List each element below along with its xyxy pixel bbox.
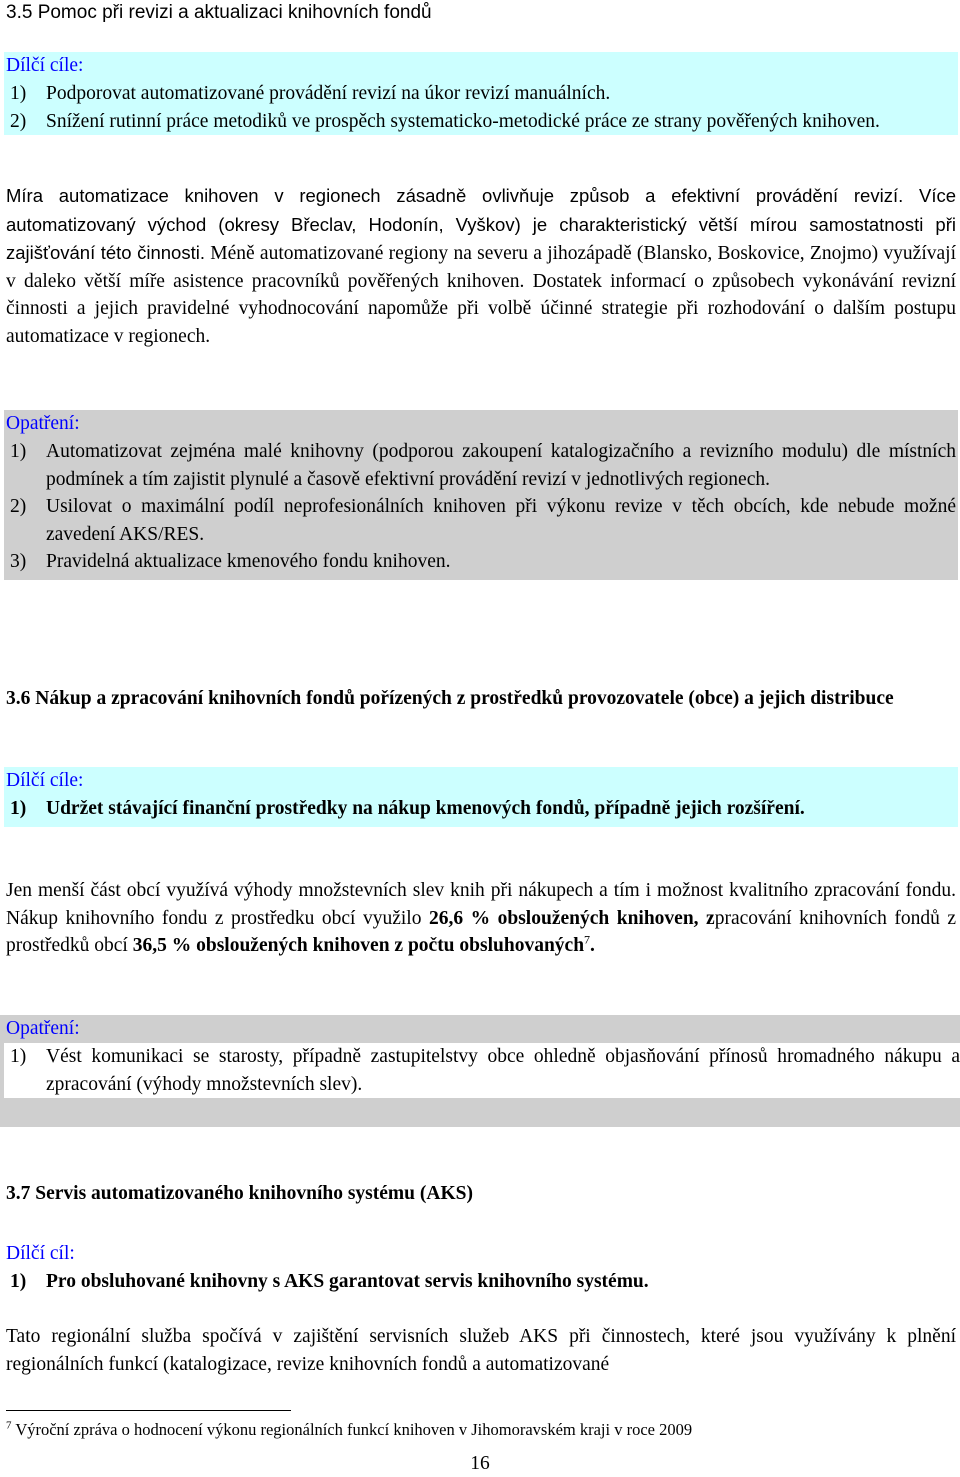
footnote-separator [6,1410,291,1411]
goal-item: 1) Pro obsluhované knihovny s AKS garantovat servis knihovního systému. [10,1271,649,1292]
page-number: 16 [470,1453,490,1474]
measures-label: Opatření: [6,413,80,434]
goals-list [6,80,956,135]
section-3-5-heading: 3.5 Pomoc při revizi a aktualizaci knihovních fondů [6,2,432,23]
section-3-7-heading: 3.7 Servis automatizovaného knihovního systému (AKS) [6,1183,473,1204]
measure-item: 1) Automatizovat zejména malé knihovny (podporou zakoupení katalogizačního a revizního modulu) dle místních podmínek a tím zajistit plynulé a časově efektivní provádění revizí v jednotlivých regionech. [10,441,956,490]
measures-list [6,1043,960,1098]
goals-label: Dílčí cíle: [6,770,84,791]
goal-item: 1) Podporovat automatizované provádění revizí na úkor revizí manuálních. [10,83,611,104]
footnote: $^7$ Výroční zpráva o hodnocení výkonu regionálních funkcí knihoven v Jihomoravském kraji v roce 2009 [6,1419,693,1439]
measure-item: 1) Vést komunikaci se starosty, případně zastupitelstvy obce ohledně objasňování přínosů hromadného nákupu a zpracování (výhody množstevních slev). [4,1043,960,1098]
section-3-7-paragraph: Tato regionální služba spočívá v zajištění servisních služeb AKS při činnostech, které jsou využívány k plnění regionálních funkcí (katalogizace, revize knihovních fondů a automatizované [6,1326,956,1375]
section-3-5-paragraph: Míra automatizace knihoven v regionech zásadně ovlivňuje způsob a efektivní provádění revizí. Více automatizovaný východ (okresy Břeclav, Hodonín, Vyškov) je charakteristický větší mírou samostatnosti při zajišťování této činnosti. Méně automatizované regiony na severu a jihozápadě (Blansko, Boskovice, Znojmo) využívají v daleko větší míře asistence pracovníků pověřených knihoven. Dostatek informací o způsobech vykonávání revizní činnosti a jejich pravidelné vyhodnocování napomůže při volbě účinné strategie při rozhodování o dalším postupu automatizace v regionech. [6,185,956,347]
goal-item: 1) Udržet stávající finanční prostředky na nákup kmenových fondů, případně jejich rozšíření. [10,798,805,819]
footnote-number: 7 [6,1419,12,1432]
goal-label: Dílčí cíl: [6,1243,75,1264]
section-3-6-goals-box [4,767,958,827]
section-3-5-goals-box [4,52,958,135]
footnote-ref: 7 [584,932,591,947]
section-3-6-paragraph: Jen menší část obcí využívá výhody množstevních slev knih při nákupech a tím i možnost kvalitního zpracování fondu. Nákup knihovního fondu z prostředku obcí využilo 26,6 % obsloužených knihoven, zpracování knihovních fondů z prostředků obcí 36,5 % obsloužených knihoven z počtu obsluhovaných$^7$. [6,880,957,956]
goal-item: 2) Snížení rutinní práce metodiků ve prospěch systematicko-metodické práce ze strany pověřených knihoven. [10,110,880,132]
measures-list [6,438,956,576]
section-3-5-measures-box [4,410,958,580]
section-3-7-goals [6,1240,956,1296]
measure-item: 2) Usilovat o maximální podíl neprofesionálních knihoven při výkonu revize v těch obcích, kde nebude možné zavedení AKS/RES. [10,496,956,545]
section-3-6-measures-box [0,1015,960,1127]
measure-item: 3) Pravidelná aktualizace kmenového fondu knihoven. [10,551,451,572]
section-3-6-heading: 3.6 Nákup a zpracování knihovních fondů pořízených z prostředků provozovatele (obce) a jejich distribuce [6,688,894,709]
goals-list [6,1268,956,1296]
goals-label: Dílčí cíle: [6,55,84,76]
measures-label: Opatření: [6,1018,80,1039]
goals-list [6,795,956,823]
